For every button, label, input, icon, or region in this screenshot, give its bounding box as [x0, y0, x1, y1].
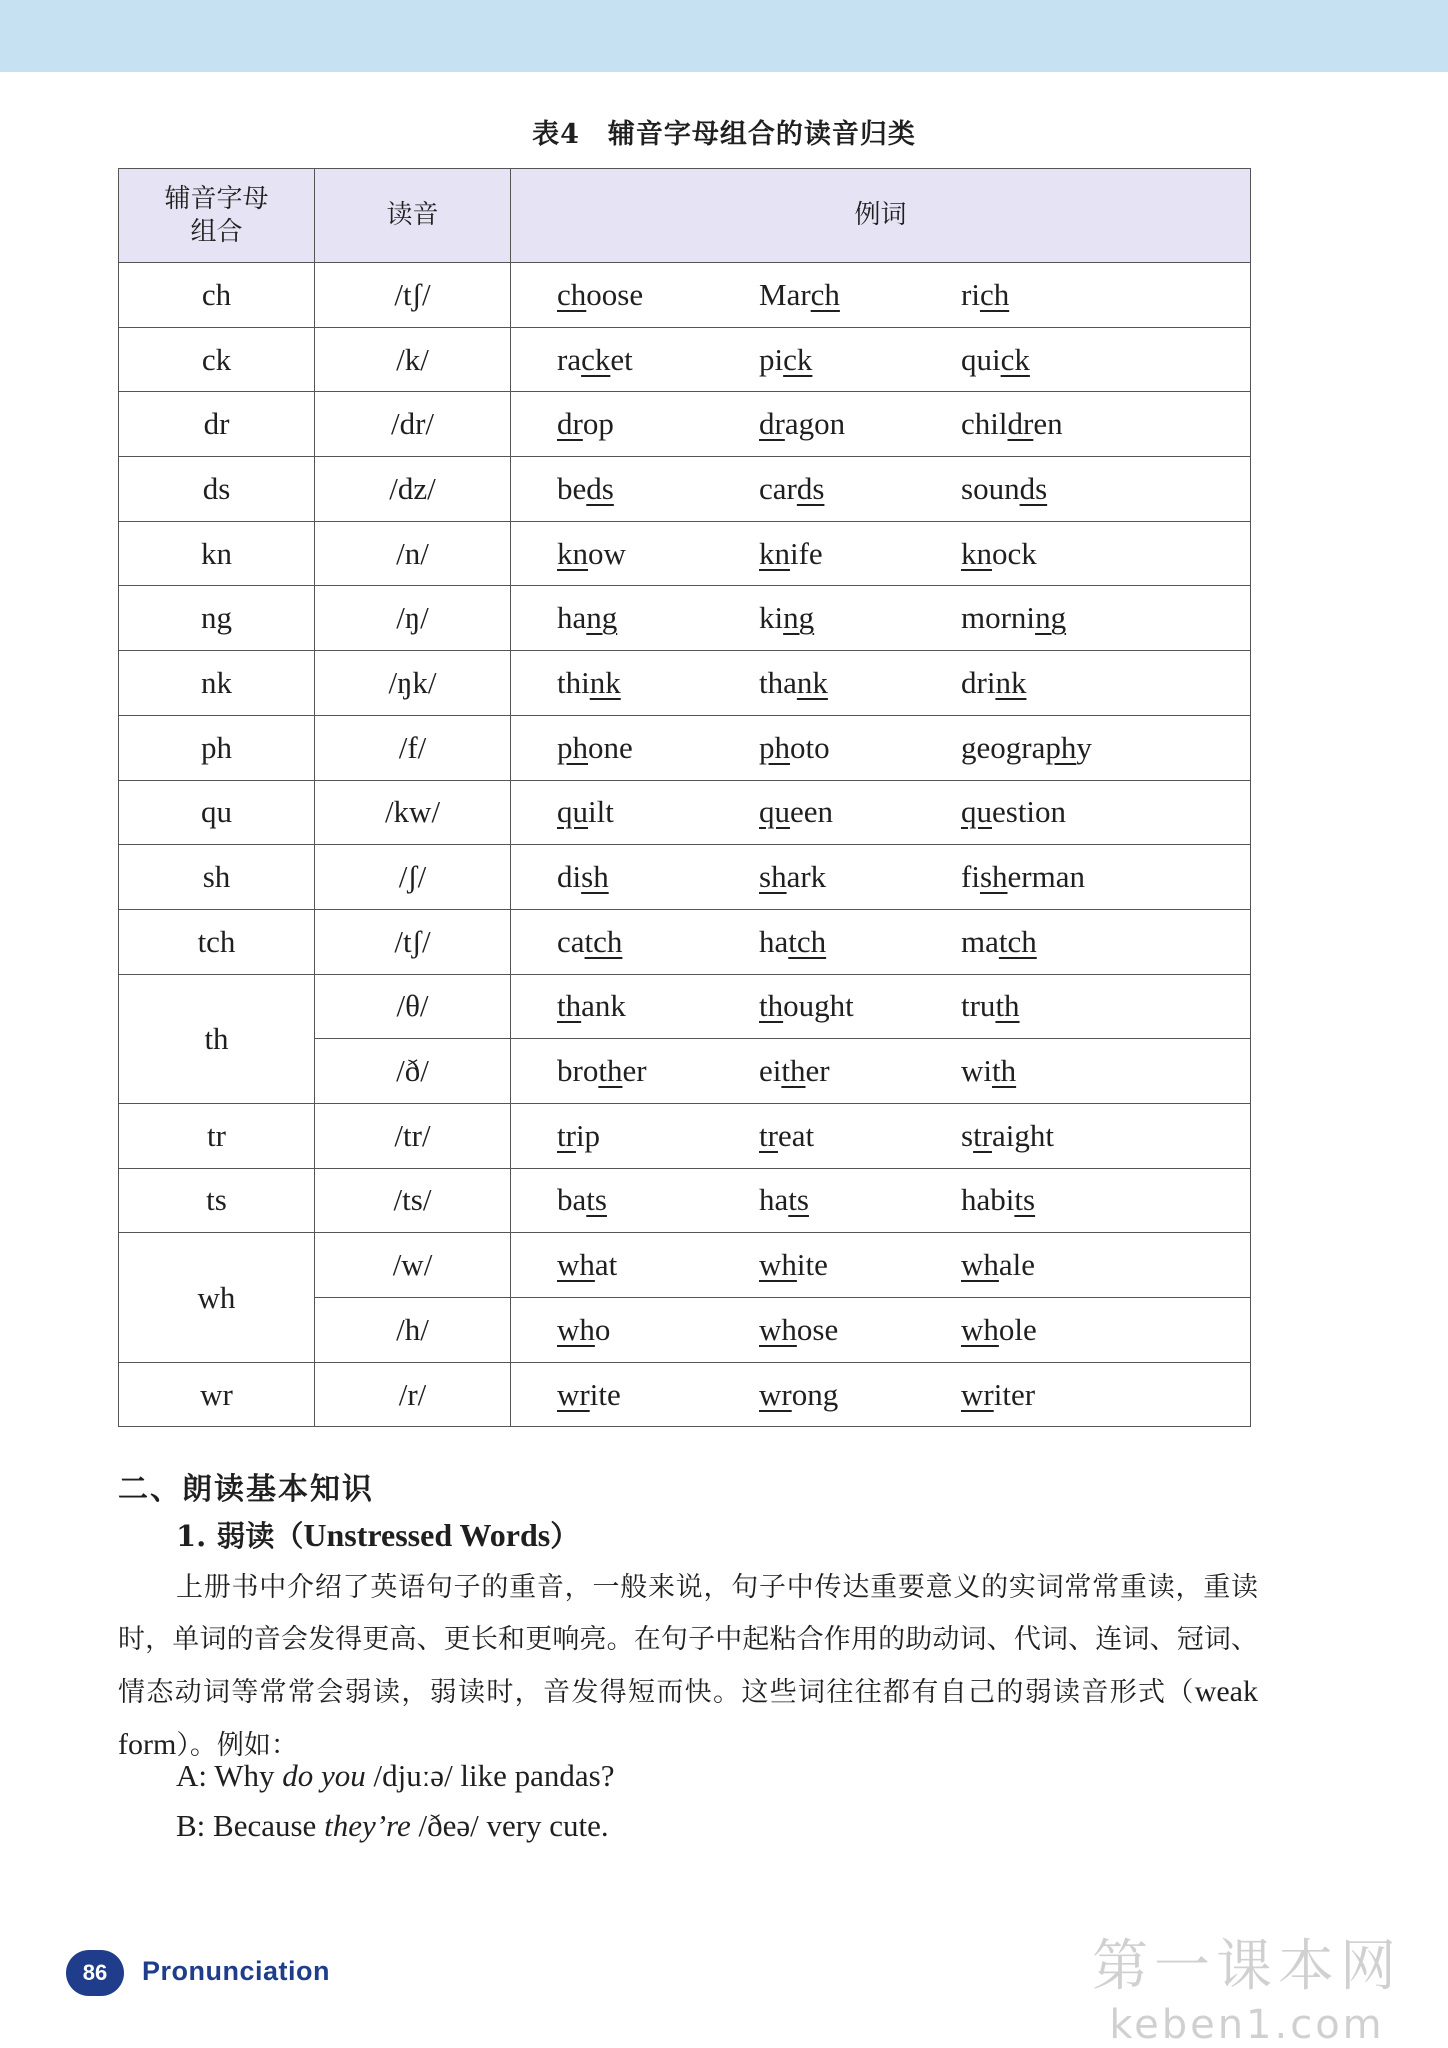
- underlined-letters: ph: [759, 729, 790, 765]
- examples-cell: [511, 1298, 1251, 1363]
- example-word: [557, 730, 759, 766]
- dialog-a-italic: do you: [282, 1758, 366, 1793]
- word-part: pi: [759, 341, 784, 377]
- word-part: di: [557, 859, 582, 895]
- sound-cell: /ð/: [315, 1039, 511, 1104]
- example-word: [759, 1377, 961, 1413]
- word-part: geogra: [961, 729, 1046, 765]
- word-part: et: [610, 341, 633, 377]
- underlined-letters: wr: [759, 1376, 792, 1412]
- dialog-a-pre: A: Why: [176, 1758, 283, 1793]
- underlined-letters: nk: [796, 664, 828, 700]
- dialog-line-a: [176, 1758, 615, 1794]
- underlined-letters: ph: [557, 729, 588, 765]
- header-combo: 辅音字母 组合: [119, 169, 315, 263]
- subsection-english: Unstressed Words: [303, 1517, 551, 1553]
- example-word: [759, 988, 961, 1024]
- table-body: [119, 263, 1251, 1427]
- underlined-letters: tch: [788, 923, 827, 959]
- examples-cell: [511, 521, 1251, 586]
- word-part: ca: [557, 923, 585, 959]
- underlined-letters: sh: [759, 859, 787, 895]
- combo-cell: ck: [119, 327, 315, 392]
- combo-cell: qu: [119, 780, 315, 845]
- underlined-letters: ph: [1045, 729, 1077, 765]
- underlined-letters: wh: [961, 1247, 999, 1283]
- example-word: [961, 406, 1163, 442]
- example-word: [557, 1053, 759, 1089]
- example-word: [557, 277, 759, 313]
- combo-cell: wr: [119, 1362, 315, 1427]
- combo-cell: wh: [119, 1233, 315, 1362]
- example-word: [557, 406, 759, 442]
- examples-cell: [511, 457, 1251, 522]
- example-word: [557, 665, 759, 701]
- word-part: ole: [998, 1311, 1037, 1347]
- sound-cell: /tʃ/: [315, 263, 511, 328]
- examples-cell: [511, 651, 1251, 716]
- page-number-badge: 86: [66, 1950, 124, 1996]
- word-part: chil: [961, 406, 1008, 442]
- word-part: agon: [784, 406, 846, 442]
- underlined-letters: tch: [584, 923, 623, 959]
- example-word: [961, 924, 1163, 960]
- table-row: [119, 909, 1251, 974]
- dialog-b-pre: B: Because: [176, 1808, 325, 1843]
- underlined-letters: th: [759, 988, 784, 1024]
- word-part: ank: [581, 988, 626, 1024]
- underlined-letters: ng: [1035, 600, 1067, 636]
- example-word: [961, 859, 1163, 895]
- underlined-letters: ts: [1014, 1182, 1036, 1218]
- word-part: ock: [992, 535, 1037, 571]
- underlined-letters: th: [781, 1053, 806, 1089]
- table-header-row: [119, 169, 1251, 263]
- example-word: [961, 471, 1163, 507]
- underlined-letters: wh: [557, 1247, 595, 1283]
- phonics-table: [118, 168, 1251, 1427]
- underlined-letters: ds: [796, 470, 825, 506]
- table-row: [119, 457, 1251, 522]
- underlined-letters: dr: [557, 406, 583, 442]
- word-part: ri: [961, 276, 980, 312]
- word-part: ki: [759, 600, 784, 636]
- example-word: [759, 471, 961, 507]
- word-part: Mar: [759, 276, 811, 312]
- word-part: morni: [961, 600, 1036, 636]
- section-title: 二、朗读基本知识: [118, 1472, 374, 1507]
- example-word: [557, 342, 759, 378]
- sound-cell: /f/: [315, 715, 511, 780]
- examples-cell: [511, 1168, 1251, 1233]
- example-word: [759, 406, 961, 442]
- example-word: [961, 1312, 1163, 1348]
- example-word: [961, 1182, 1163, 1218]
- word-part: ow: [588, 535, 626, 571]
- example-word: [961, 665, 1163, 701]
- underlined-letters: tr: [973, 1117, 993, 1153]
- word-part: ale: [998, 1247, 1036, 1283]
- underlined-letters: dr: [1007, 406, 1034, 442]
- combo-cell: tr: [119, 1103, 315, 1168]
- word-part: ose: [796, 1311, 839, 1347]
- underlined-letters: wh: [759, 1311, 797, 1347]
- word-part: er: [622, 1053, 647, 1089]
- sound-cell: /tʃ/: [315, 909, 511, 974]
- example-word: [557, 600, 759, 636]
- subsection-end: ）: [550, 1519, 580, 1553]
- header-examples: 例词: [511, 169, 1251, 263]
- word-part: oose: [586, 276, 644, 312]
- watermark-line-2: keben1.com: [1109, 2002, 1385, 2048]
- example-word: [557, 1182, 759, 1218]
- underlined-letters: ng: [783, 600, 815, 636]
- examples-cell: [511, 392, 1251, 457]
- word-part: ong: [791, 1376, 839, 1412]
- examples-cell: [511, 715, 1251, 780]
- example-word: [557, 859, 759, 895]
- dialog-b-post: /ðeə/ very cute.: [410, 1808, 609, 1843]
- watermark-line-1: 第一课本网: [1092, 1934, 1402, 1999]
- word-part: ha: [557, 600, 587, 636]
- word-part: ite: [796, 1247, 828, 1283]
- combo-cell: nk: [119, 651, 315, 716]
- sound-cell: /kw/: [315, 780, 511, 845]
- sound-cell: /θ/: [315, 974, 511, 1039]
- table-row: [119, 974, 1251, 1039]
- example-word: [557, 1312, 759, 1348]
- sound-cell: /dz/: [315, 457, 511, 522]
- word-part: ba: [557, 1182, 587, 1218]
- word-part: erman: [1007, 859, 1085, 895]
- header-sound: 读音: [315, 169, 511, 263]
- example-word: [759, 277, 961, 313]
- word-part: ark: [786, 859, 827, 895]
- examples-cell: [511, 263, 1251, 328]
- word-part: wi: [961, 1053, 992, 1089]
- example-word: [961, 600, 1163, 636]
- underlined-letters: wh: [557, 1311, 595, 1347]
- underlined-letters: wh: [759, 1247, 797, 1283]
- table-row: [119, 1362, 1251, 1427]
- example-word: [961, 1118, 1163, 1154]
- table-caption: 表4 辅音字母组合的读音归类: [532, 119, 916, 150]
- example-word: [961, 342, 1163, 378]
- paragraph-english: weak form: [118, 1675, 1258, 1761]
- table-row: [119, 521, 1251, 586]
- examples-cell: [511, 974, 1251, 1039]
- combo-cell: ng: [119, 586, 315, 651]
- word-part: be: [557, 470, 587, 506]
- table-row: [119, 780, 1251, 845]
- example-word: [557, 1247, 759, 1283]
- example-word: [759, 600, 961, 636]
- example-word: [759, 1053, 961, 1089]
- underlined-letters: kn: [961, 535, 992, 571]
- word-part: tha: [759, 664, 797, 700]
- example-word: [759, 924, 961, 960]
- combo-cell: ds: [119, 457, 315, 522]
- word-part: ha: [759, 1182, 789, 1218]
- example-word: [961, 1053, 1163, 1089]
- example-word: [961, 536, 1163, 572]
- combo-cell: kn: [119, 521, 315, 586]
- combo-cell: sh: [119, 845, 315, 910]
- table-row: [119, 586, 1251, 651]
- word-part: dri: [961, 664, 996, 700]
- word-part: ha: [759, 923, 789, 959]
- example-word: [961, 794, 1163, 830]
- underlined-letters: wr: [557, 1376, 590, 1412]
- word-part: ma: [961, 923, 999, 959]
- underlined-letters: ck: [783, 341, 813, 377]
- example-word: [557, 1377, 759, 1413]
- underlined-letters: ng: [586, 600, 618, 636]
- underlined-letters: qu: [961, 794, 992, 830]
- table-row: [119, 263, 1251, 328]
- sound-cell: /h/: [315, 1298, 511, 1363]
- underlined-letters: wr: [961, 1376, 994, 1412]
- examples-cell: [511, 1233, 1251, 1298]
- dialog-line-b: [176, 1808, 609, 1844]
- example-word: [759, 859, 961, 895]
- underlined-letters: qu: [557, 794, 588, 830]
- underlined-letters: ts: [586, 1182, 607, 1218]
- underlined-letters: ch: [810, 276, 840, 312]
- table-row: [119, 1233, 1251, 1298]
- table-row: [119, 651, 1251, 716]
- sound-cell: /w/: [315, 1233, 511, 1298]
- example-word: [759, 730, 961, 766]
- example-word: [759, 1247, 961, 1283]
- sound-cell: /ŋ/: [315, 586, 511, 651]
- example-word: [759, 1182, 961, 1218]
- word-part: ra: [557, 341, 582, 377]
- sound-cell: /ŋk/: [315, 651, 511, 716]
- underlined-letters: ck: [1000, 341, 1030, 377]
- underlined-letters: tr: [557, 1117, 576, 1153]
- underlined-letters: th: [598, 1053, 623, 1089]
- word-part: thi: [557, 664, 590, 700]
- word-part: op: [582, 406, 614, 442]
- example-word: [961, 988, 1163, 1024]
- word-part: ite: [589, 1376, 621, 1412]
- example-word: [961, 1247, 1163, 1283]
- underlined-letters: kn: [557, 535, 588, 571]
- dialog-a-post: /djuːə/ like pandas?: [365, 1758, 615, 1793]
- underlined-letters: nk: [589, 664, 621, 700]
- table-row: [119, 392, 1251, 457]
- example-word: [557, 988, 759, 1024]
- examples-cell: [511, 1039, 1251, 1104]
- word-part: o: [594, 1311, 611, 1347]
- table-row: [119, 715, 1251, 780]
- example-word: [557, 924, 759, 960]
- example-word: [557, 1118, 759, 1154]
- examples-cell: [511, 909, 1251, 974]
- word-part: fi: [961, 859, 980, 895]
- example-word: [557, 471, 759, 507]
- combo-cell: tch: [119, 909, 315, 974]
- word-part: habi: [961, 1182, 1015, 1218]
- table-row: [119, 1168, 1251, 1233]
- word-part: y: [1076, 729, 1092, 765]
- word-part: ei: [759, 1053, 782, 1089]
- sound-cell: /dr/: [315, 392, 511, 457]
- underlined-letters: dr: [759, 406, 785, 442]
- sound-cell: /r/: [315, 1362, 511, 1427]
- underlined-letters: sh: [581, 859, 609, 895]
- word-part: er: [805, 1053, 830, 1089]
- combo-cell: th: [119, 974, 315, 1103]
- underlined-letters: ck: [581, 341, 611, 377]
- example-word: [759, 1118, 961, 1154]
- examples-cell: [511, 780, 1251, 845]
- examples-cell: [511, 586, 1251, 651]
- combo-cell: dr: [119, 392, 315, 457]
- combo-cell: ts: [119, 1168, 315, 1233]
- word-part: aight: [992, 1117, 1055, 1153]
- combo-cell: ph: [119, 715, 315, 780]
- table-row: [119, 327, 1251, 392]
- underlined-letters: sh: [979, 859, 1008, 895]
- examples-cell: [511, 327, 1251, 392]
- word-part: iter: [993, 1376, 1036, 1412]
- word-part: een: [790, 794, 834, 830]
- underlined-letters: tr: [759, 1117, 778, 1153]
- word-part: en: [1033, 406, 1063, 442]
- paragraph-text-end: ）。例如：: [176, 1730, 298, 1761]
- word-part: ought: [783, 988, 854, 1024]
- footer-label: Pronunciation: [142, 1956, 330, 1986]
- example-word: [961, 1377, 1163, 1413]
- word-part: qui: [961, 341, 1001, 377]
- table-row: [119, 845, 1251, 910]
- combo-cell: ch: [119, 263, 315, 328]
- word-part: bro: [557, 1053, 599, 1089]
- word-part: ilt: [588, 794, 614, 830]
- underlined-letters: ts: [788, 1182, 809, 1218]
- example-word: [759, 1312, 961, 1348]
- examples-cell: [511, 1103, 1251, 1168]
- example-word: [961, 730, 1163, 766]
- word-part: ife: [790, 535, 823, 571]
- example-word: [759, 665, 961, 701]
- top-band: [0, 0, 1448, 72]
- subsection-title: [176, 1514, 579, 1555]
- word-part: eat: [777, 1117, 815, 1153]
- underlined-letters: th: [992, 1053, 1017, 1089]
- sound-cell: /tr/: [315, 1103, 511, 1168]
- underlined-letters: ch: [557, 276, 587, 312]
- sound-cell: /k/: [315, 327, 511, 392]
- body-paragraph: [118, 1562, 1258, 1772]
- underlined-letters: th: [995, 988, 1020, 1024]
- word-part: s: [961, 1117, 974, 1153]
- example-word: [759, 536, 961, 572]
- underlined-letters: ch: [979, 276, 1010, 312]
- example-word: [557, 536, 759, 572]
- sound-cell: /n/: [315, 521, 511, 586]
- underlined-letters: nk: [995, 664, 1027, 700]
- sound-cell: /ts/: [315, 1168, 511, 1233]
- word-part: tru: [961, 988, 996, 1024]
- underlined-letters: ds: [586, 470, 614, 506]
- table-row: [119, 1103, 1251, 1168]
- examples-cell: [511, 845, 1251, 910]
- word-part: one: [588, 729, 633, 765]
- word-part: ip: [575, 1117, 601, 1153]
- underlined-letters: wh: [961, 1311, 999, 1347]
- sound-cell: /ʃ/: [315, 845, 511, 910]
- underlined-letters: kn: [759, 535, 790, 571]
- dialog-b-italic: they’re: [324, 1808, 411, 1843]
- underlined-letters: qu: [759, 794, 790, 830]
- word-part: soun: [961, 470, 1020, 506]
- underlined-letters: th: [557, 988, 582, 1024]
- word-part: estion: [992, 794, 1067, 830]
- example-word: [759, 794, 961, 830]
- watermark: [1092, 1922, 1402, 2048]
- underlined-letters: ds: [1019, 470, 1048, 506]
- word-part: oto: [790, 729, 830, 765]
- example-word: [557, 794, 759, 830]
- example-word: [961, 277, 1163, 313]
- word-part: at: [594, 1247, 618, 1283]
- example-word: [759, 342, 961, 378]
- paragraph-text: 上册书中介绍了英语句子的重音，一般来说，句子中传达重要意义的实词常常重读，重读时，单词的音会发得更高、更长和更响亮。在句子中起粘合作用的助动词、代词、连词、冠词、情态动词等常常会弱读，弱读时，音发得短而快。这些词往往都有自己的弱读音形式（: [118, 1572, 1258, 1708]
- word-part: car: [759, 470, 797, 506]
- underlined-letters: tch: [998, 923, 1037, 959]
- examples-cell: [511, 1362, 1251, 1427]
- subsection-number: 1. 弱读（: [176, 1519, 304, 1553]
